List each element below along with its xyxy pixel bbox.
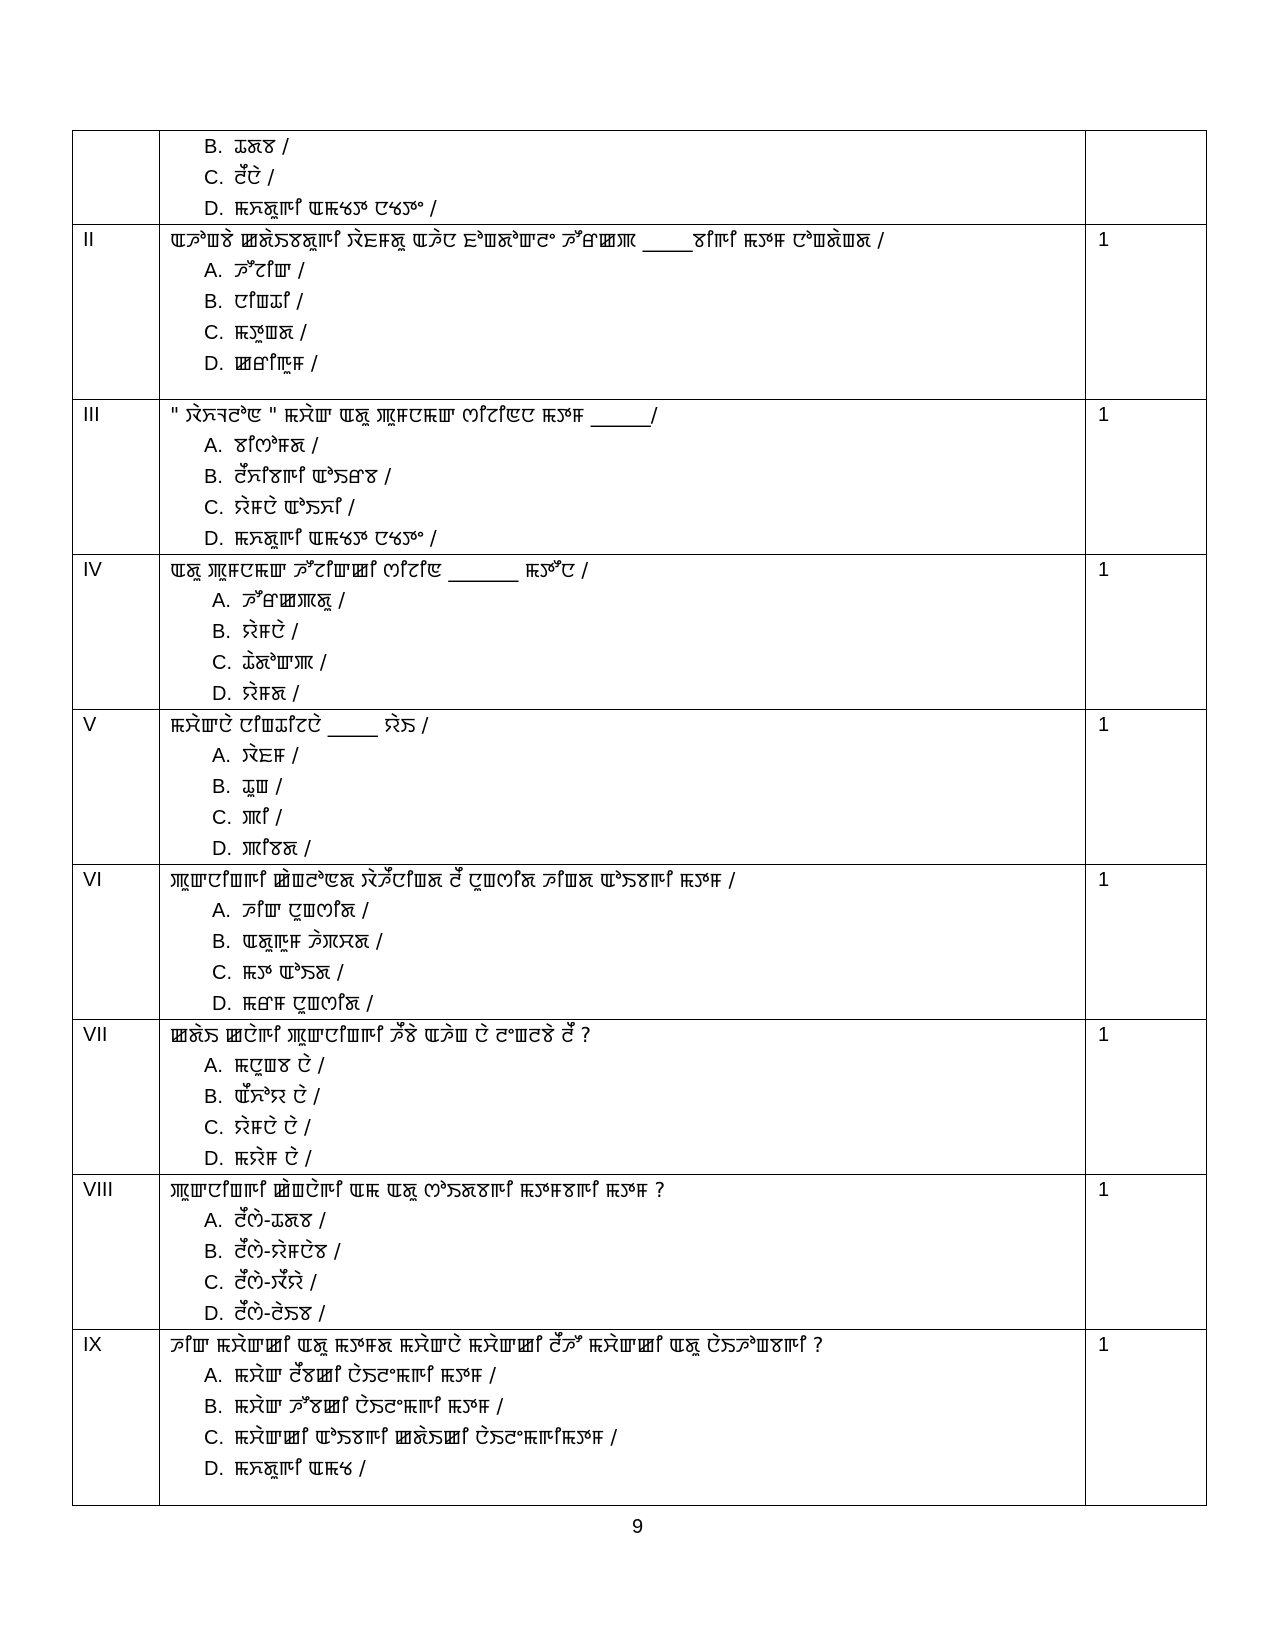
- question-row-vii: [73, 1020, 1207, 1175]
- option-c: C. ꯌꯥꯝꯅꯥ ꯑꯣꯏꯈꯤ /: [204, 495, 355, 519]
- question-text: ꯑꯗꯨ ꯄꯨꯝꯅꯃꯛ ꯍꯧꯖꯤꯛꯀꯤ ꯁꯤꯖꯤꯟ _______ ꯃꯇꯧꯅ /: [170, 558, 589, 582]
- question-cell: [160, 865, 1086, 1020]
- marks-cell: 1: [1086, 865, 1207, 1020]
- option-d: D. ꯌꯥꯝꯗ /: [212, 681, 300, 705]
- question-cell: [160, 225, 1086, 400]
- question-row-viii: [73, 1175, 1207, 1330]
- marks-cell: 1: [1086, 225, 1207, 400]
- option-list: [160, 131, 1085, 224]
- question-cell: [160, 1020, 1086, 1175]
- option-d: D. ꯃꯈꯗꯨꯒꯤ ꯑꯃꯠ /: [204, 1456, 366, 1480]
- option-a: A. ꯍꯧꯔꯀꯄꯗꯨ /: [212, 588, 345, 612]
- option-d: D. ꯃꯈꯗꯨꯒꯤ ꯑꯃꯠꯇ ꯅꯠꯇꯦ /: [204, 196, 437, 220]
- option-list: [160, 255, 1085, 379]
- question-number-cell: VII: [73, 1020, 160, 1175]
- option-d: D. ꯃꯈꯗꯨꯒꯤ ꯑꯃꯠꯇ ꯅꯠꯇꯦ /: [204, 526, 437, 550]
- option-d: D. ꯄꯤꯕꯗ /: [212, 836, 311, 860]
- question-number-cell: [73, 131, 160, 225]
- option-b: B. ꯊꯨꯡ /: [212, 774, 283, 798]
- option-b: B. ꯌꯥꯝꯅꯥ /: [212, 619, 299, 643]
- marks-cell: 1: [1086, 555, 1207, 710]
- marks-cell: 1: [1086, 1175, 1207, 1330]
- marks-cell: [1086, 131, 1207, 225]
- question-text: " ꯋꯥꯈꯜꯂꯣꯟ " ꯃꯆꯥꯛ ꯑꯗꯨ ꯄꯨꯝꯅꯃꯛ ꯁꯤꯖꯤꯟꯅ ꯃꯇꯝ ______/: [170, 403, 658, 427]
- question-number-cell: IX: [73, 1330, 160, 1506]
- option-list: [160, 1205, 1085, 1329]
- question-text: ꯀꯗꯥꯏ ꯀꯅꯥꯒꯤ ꯄꯨꯛꯅꯤꯡꯒꯤ ꯍꯩꯕꯥ ꯑꯍꯥꯡ ꯅꯥ ꯂꯦꯡꯂꯕꯥ ꯂꯩ ?: [170, 1023, 591, 1047]
- question-row-ii: [73, 225, 1207, 400]
- question-number-cell: IV: [73, 555, 160, 710]
- option-c: C. ꯃꯇꯨꯡꯗ /: [204, 320, 307, 344]
- option-d: D. ꯂꯩꯁꯥ-ꯂꯥꯏꯕ /: [204, 1301, 326, 1325]
- option-a: A. ꯃꯅꯨꯡꯕ ꯅꯥ /: [204, 1053, 325, 1077]
- option-c: C. ꯂꯩꯅꯥ /: [204, 165, 275, 189]
- question-number-cell: V: [73, 710, 160, 865]
- option-b: B. ꯑꯩꯈꯣꯌ ꯅꯥ /: [204, 1084, 321, 1108]
- option-a: A. ꯍꯤꯛ ꯅꯨꯡꯁꯤꯗ /: [212, 898, 369, 922]
- option-list: [160, 1050, 1085, 1174]
- option-a: A. ꯂꯩꯁꯥ-ꯊꯗꯕ /: [204, 1208, 326, 1232]
- question-row-v: [73, 710, 1207, 865]
- question-cell: [160, 710, 1086, 865]
- question-cell: [160, 1175, 1086, 1330]
- option-a: A. ꯃꯆꯥꯛ ꯂꯩꯕꯀꯤ ꯅꯥꯏꯂꯦꯃꯒꯤ ꯃꯇꯝ /: [204, 1363, 497, 1387]
- question-number-cell: VIII: [73, 1175, 160, 1330]
- option-b: B. ꯅꯤꯡꯊꯤ /: [204, 289, 304, 313]
- question-text: ꯄꯨꯛꯅꯤꯡꯒꯤ ꯀꯥꯡꯅꯥꯒꯤ ꯑꯃ ꯑꯗꯨ ꯁꯣꯏꯗꯕꯒꯤ ꯃꯇꯝꯕꯒꯤ ꯃꯇꯝ ?: [170, 1178, 666, 1202]
- option-c: C. ꯊꯥꯗꯣꯛꯄ /: [212, 650, 327, 674]
- option-d: D. ꯀꯔꯤꯒꯨꯝ /: [204, 351, 318, 375]
- question-text: ꯃꯆꯥꯛꯅꯥ ꯅꯤꯡꯊꯤꯖꯅꯥ _____ ꯌꯥꯏ /: [170, 713, 429, 737]
- question-table: [72, 130, 1207, 1506]
- option-c: C. ꯂꯩꯁꯥ-ꯋꯩꯌꯥ /: [204, 1270, 317, 1294]
- question-cell: [160, 131, 1086, 225]
- question-text: ꯑꯍꯣꯡꯕꯥ ꯀꯗꯥꯏꯕꯗꯨꯒꯤ ꯋꯥꯐꯝꯗꯨ ꯑꯍꯥꯅ ꯐꯣꯡꯗꯣꯛꯂꯦ ꯍꯧꯔꯀꯄ _____ꯕꯤꯒꯤ ꯃꯇꯝ ꯅꯣꯡꯗꯥꯡꯗ /: [170, 228, 885, 252]
- option-d: D. ꯃꯌꯥꯝ ꯅꯥ /: [204, 1146, 312, 1170]
- question-cell: [160, 555, 1086, 710]
- question-number-cell: II: [73, 225, 160, 400]
- marks-cell: 1: [1086, 400, 1207, 555]
- page-number: 9: [631, 1516, 644, 1538]
- option-c: C. ꯃꯆꯥꯛꯀꯤ ꯑꯣꯏꯕꯒꯤ ꯀꯗꯥꯏꯀꯤ ꯅꯥꯏꯂꯦꯃꯒꯤꯃꯇꯝ /: [204, 1425, 618, 1449]
- option-a: A. ꯍꯧꯖꯤꯛ /: [204, 258, 305, 282]
- option-a: A. ꯕꯤꯁꯣꯝꯗ /: [204, 433, 319, 457]
- option-list: [160, 1360, 1085, 1484]
- question-cell: [160, 400, 1086, 555]
- option-list: [160, 895, 1085, 1019]
- option-a: A. ꯋꯥꯐꯝ /: [212, 743, 299, 767]
- question-text: ꯍꯤꯛ ꯃꯆꯥꯛꯀꯤ ꯑꯗꯨ ꯃꯇꯝꯗ ꯃꯆꯥꯛꯅꯥ ꯃꯆꯥꯛꯀꯤ ꯂꯩꯍꯧ ꯃꯆꯥꯛꯀꯤ ꯑꯗꯨ ꯅꯥꯏꯍꯣꯡꯕꯒꯤ ?: [170, 1333, 824, 1357]
- option-b: B. ꯃꯆꯥꯛ ꯍꯧꯕꯀꯤ ꯅꯥꯏꯂꯦꯃꯒꯤ ꯃꯇꯝ /: [204, 1394, 504, 1418]
- option-c: C. ꯃꯇ ꯑꯣꯏꯗ /: [212, 960, 344, 984]
- option-b: B. ꯂꯩꯁꯥ-ꯌꯥꯝꯅꯥꯕ /: [204, 1239, 341, 1263]
- question-text: ꯄꯨꯛꯅꯤꯡꯒꯤ ꯀꯥꯡꯂꯣꯟꯗ ꯋꯥꯍꯩꯅꯤꯡꯗ ꯂꯩ ꯅꯨꯡꯁꯤꯗ ꯍꯤꯡꯗ ꯑꯣꯏꯕꯒꯤ ꯃꯇꯝ /: [170, 868, 736, 892]
- option-b: B. ꯂꯩꯈꯤꯕꯒꯤ ꯑꯣꯏꯔꯕ /: [204, 464, 392, 488]
- option-list: [160, 585, 1085, 709]
- option-list: [160, 740, 1085, 864]
- option-c: C. ꯌꯥꯝꯅꯥ ꯅꯥ /: [204, 1115, 311, 1139]
- question-row-vi: [73, 865, 1207, 1020]
- question-number-cell: VI: [73, 865, 160, 1020]
- option-b: B. ꯑꯗꯨꯒꯨꯝ ꯍꯥꯞꯆꯗ /: [212, 929, 383, 953]
- option-list: [160, 430, 1085, 554]
- question-cell: [160, 1330, 1086, 1506]
- question-row-iii: [73, 400, 1207, 555]
- marks-cell: 1: [1086, 1330, 1207, 1506]
- question-row-continued: [73, 131, 1207, 225]
- question-row-iv: [73, 555, 1207, 710]
- question-number-cell: III: [73, 400, 160, 555]
- marks-cell: 1: [1086, 1020, 1207, 1175]
- option-b: B. ꯊꯗꯕ /: [204, 134, 289, 158]
- option-d: D. ꯃꯔꯝ ꯅꯨꯡꯁꯤꯗ /: [212, 991, 374, 1015]
- marks-cell: 1: [1086, 710, 1207, 865]
- option-c: C. ꯄꯤ /: [212, 805, 283, 829]
- question-row-ix: [73, 1330, 1207, 1506]
